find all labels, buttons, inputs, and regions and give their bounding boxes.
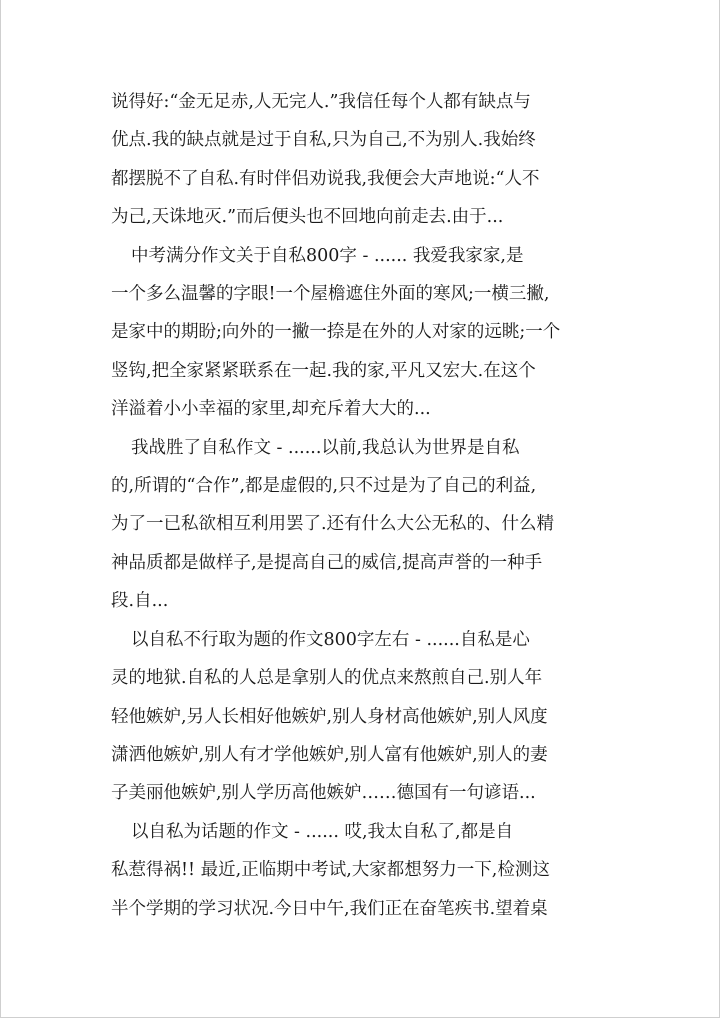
text-line: 都摆脱不了自私.有时伴侣劝说我,我便会大声地说:“人不	[111, 168, 540, 189]
text-line: 为己,天诛地灭.”而后便头也不回地向前走去.由于...	[111, 207, 504, 228]
text-line: 私惹得祸!! 最近,正临期中考试,大家都想努力一下,检测这	[111, 860, 550, 881]
text-line: 说得好:“金无足赤,人无完人.”我信任每个人都有缺点与	[111, 92, 531, 112]
paragraph-4	[111, 621, 611, 813]
text-line: 优点.我的缺点就是过于自私,只为自己,不为别人.我始终	[111, 130, 536, 151]
text-line: 轻他嫉妒,另人长相好他嫉妒,别人身材高他嫉妒,别人风度	[111, 706, 548, 727]
text-line: 是家中的期盼;向外的一撇一捺是在外的人对家的远眺;一个	[111, 322, 561, 343]
text-line: 竖钩,把全家紧紧联系在一起.我的家,平凡又宏大.在这个	[111, 360, 536, 381]
text-line: 我战胜了自私作文 - ......以前,我总认为世界是自私	[131, 437, 520, 458]
text-line: 段.自...	[111, 591, 169, 612]
text-line: 以自私不行取为题的作文800字左右 - ......自私是心	[131, 629, 530, 650]
document-body	[111, 83, 611, 928]
text-line: 一个多么温馨的字眼!一个屋檐遮住外面的寒风;一横三撇,	[111, 284, 550, 305]
text-line: 潇洒他嫉妒,别人有才学他嫉妒,别人富有他嫉妒,别人的妻	[111, 744, 548, 765]
paragraph-5	[111, 813, 611, 928]
text-line: 灵的地狱.自私的人总是拿别人的优点来熬煎自己.别人年	[111, 668, 543, 689]
paragraph-1	[111, 83, 611, 237]
paragraph-3	[111, 429, 611, 621]
text-line: 以自私为话题的作文 - ...... 哎,我太自私了,都是自	[131, 821, 514, 842]
paragraph-2	[111, 237, 611, 429]
text-line: 的,所谓的“合作”,都是虚假的,只不过是为了自己的利益,	[111, 476, 537, 497]
text-line: 子美丽他嫉妒,别人学历高他嫉妒……德国有一句谚语...	[111, 783, 536, 804]
text-line: 神品质都是做样子,是提高自己的威信,提高声誉的一种手	[111, 552, 543, 573]
text-line: 半个学期的学习状况.今日中午,我们正在奋笔疾书.望着桌	[111, 898, 548, 919]
text-line: 为了一已私欲相互利用罢了.还有什么大公无私的、什么精	[111, 514, 555, 535]
text-line: 中考满分作文关于自私800字 - ...... 我爱我家家,是	[131, 245, 524, 266]
text-line: 洋溢着小小幸福的家里,却充斥着大大的...	[111, 399, 431, 420]
